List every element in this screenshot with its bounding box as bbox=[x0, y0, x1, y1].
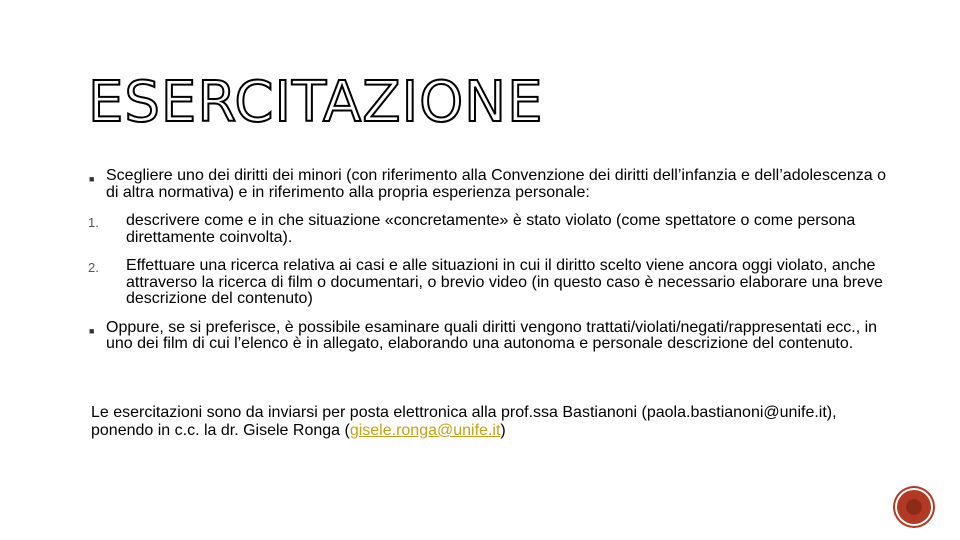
slide-logo-icon bbox=[897, 490, 931, 524]
list-item bbox=[88, 168, 888, 201]
numbered-item-text: Effettuare una ricerca relativa ai casi e alle situazioni in cui il diritto scelto viene ancora oggi violato, anche attraverso la ricerca di film o documentari, o brevio video (in questo caso è necessario elaborare una breve descrizione del contenuto) bbox=[126, 257, 883, 307]
numbered-item bbox=[88, 258, 888, 308]
note-text-end: ) bbox=[500, 422, 506, 439]
square-bullet-icon: ■ bbox=[89, 174, 95, 184]
slide-body bbox=[88, 168, 888, 365]
list-item-text: Scegliere uno dei diritti dei minori (con riferimento alla Convenzione dei diritti dell’infanzia e dell’adolescenza o di altra normativa) e in riferimento alla propria esperienza personale: bbox=[106, 167, 886, 201]
list-item-text: Oppure, se si preferisce, è possibile esaminare quali diritti vengono trattati/violati/negati/rappresentati ecc., in uno dei film di cui l’elenco è in allegato, elaborando una autonoma e personale descrizione del contenuto. bbox=[106, 318, 878, 352]
email-link[interactable]: gisele.ronga@unife.it bbox=[349, 422, 501, 439]
numbered-item-text: descrivere come e in che situazione «concretamente» è stato violato (come spettatore o come persona direttamente coinvolta). bbox=[126, 212, 856, 246]
slide-title: ESERCITAZIONE bbox=[88, 70, 544, 135]
square-bullet-icon: ■ bbox=[89, 325, 95, 336]
submission-note bbox=[91, 404, 891, 440]
note-text: Le esercitazioni sono da inviarsi per posta elettronica alla prof.ssa Bastianoni (paola.bastianoni@unife.it), ponendo in c.c. la dr. Gisele Ronga ( bbox=[91, 404, 837, 439]
numbered-item bbox=[88, 213, 888, 246]
item-number: 2. bbox=[88, 260, 99, 275]
list-item bbox=[88, 320, 888, 353]
item-number: 1. bbox=[88, 215, 99, 230]
